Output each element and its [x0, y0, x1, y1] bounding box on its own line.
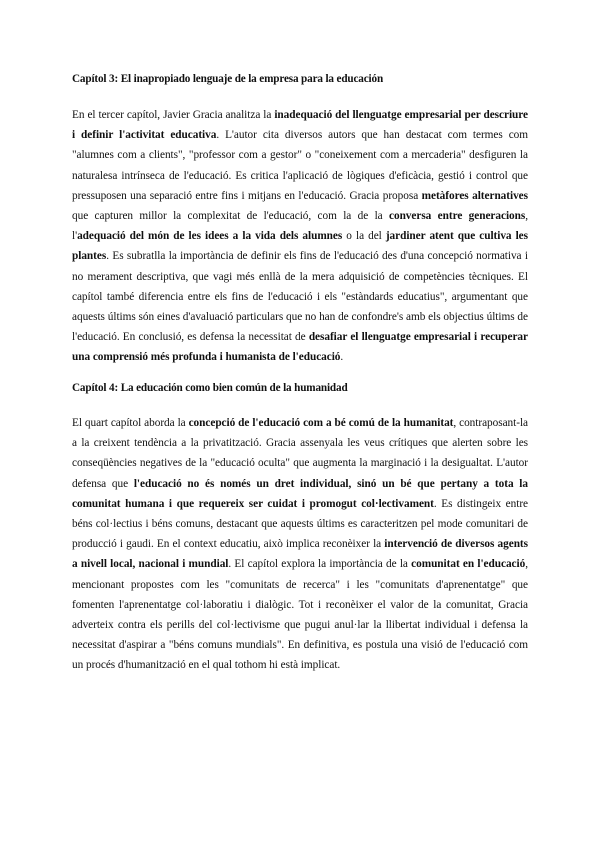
bold-segment: adequació del món de les idees a la vida dels alumnes: [77, 230, 343, 243]
text-segment: .: [340, 351, 344, 364]
text-segment: En el tercer capítol, Javier Gracia analitza la: [72, 109, 275, 121]
bold-segment: concepció de l'educació com a bé comú de la humanitat: [188, 417, 454, 429]
bold-segment: comunitat en l'educació: [411, 558, 526, 571]
bold-segment: metàfores alternatives: [421, 189, 528, 202]
text-segment: , contraposant-la a la creixent tendència a la privatització. Gracia assenyala les veus crítiques que alerten sobre les conseqüències negatives de la "educació oculta" que augmenta la marginació i la desigualtat. L'autor defensa que: [72, 417, 529, 490]
text-segment: . L'autor cita diversos autors que han destacat com termes com "alumnes com a clients", "professor com a gestor" o "coneixement com a mercaderia" desfiguren la naturalesa intrínseca de l'educació. Es critica l'aplicació de lògiques d'eficàcia, gestió i control que pressuposen una separació entre fins i mitjans en l'educació. Gracia proposa: [72, 129, 528, 202]
bold-segment: jardiner atent que cultiva les plantes: [72, 230, 528, 263]
text-segment: . Es subratlla la importància de definir els fins de l'educació des d'una concepció normativa i no merament descriptiva, que vagi més enllà de la mera adquisició de competències tècniques. El capítol també diferencia entre els fins de l'educació i els "estàndards educatius", argumentant que aquests últims són eines d'avaluació particulars que no han de confondre's amb els objectius últims de l'educació. En conclusió, es defensa la necessitat de: [72, 250, 528, 344]
text-segment: que capturen millor la complexitat de l'educació, com la de la: [72, 210, 390, 223]
chapter3-heading: Capítol 3: El inapropiado lenguaje de la empresa para la educación: [72, 73, 384, 85]
bold-segment: intervenció de diversos agents a nivell local, nacional i mundial: [72, 538, 528, 571]
text-segment: . Es distingeix entre béns col·lectius i béns comuns, destacant que aquests últims es caracteritzen pel mode comunitari de producció i gaudi. En el context educatiu, això implica reconèixer la: [72, 497, 528, 551]
text-segment: El quart capítol aborda la: [72, 417, 189, 429]
bold-segment: l'educació no és només un dret individual, sinó un bé que pertany a tota la comunitat humana i que requereix ser cuidat i promogut col·lectivament: [72, 477, 528, 510]
bold-segment: conversa entre generacions: [389, 210, 526, 223]
chapter3-paragraph: [72, 105, 528, 368]
bold-segment: desafiar el llenguatge empresarial i recuperar una comprensió més profunda i humanista de l'educació: [72, 331, 528, 364]
text-segment: o la del: [342, 230, 386, 243]
chapter4-paragraph: [72, 413, 528, 676]
bold-segment: inadequació del llenguatge empresarial per descriure i definir l'activitat educativa: [72, 109, 528, 142]
text-segment: , l': [72, 210, 528, 243]
text-segment: , mencionant propostes com les "comunitats de recerca" i les "comunitats d'aprenentatge" que fomenten l'aprenentatge col·laboratiu i dialògic. Tot i reconèixer el valor de la comunitat, Gracia adverteix contra els perills del col·lectivisme que pugui anul·lar la llibertat individual i defensa la necessitat d'aspirar a "béns comuns mundials". En definitiva, es postula una visió de l'educació com un procés d'humanització en el qual tothom hi està implicat.: [72, 558, 528, 672]
text-segment: . El capítol explora la importància de la: [228, 558, 412, 571]
chapter4-heading: Capítol 4: La educación como bien común de la humanidad: [72, 382, 348, 394]
